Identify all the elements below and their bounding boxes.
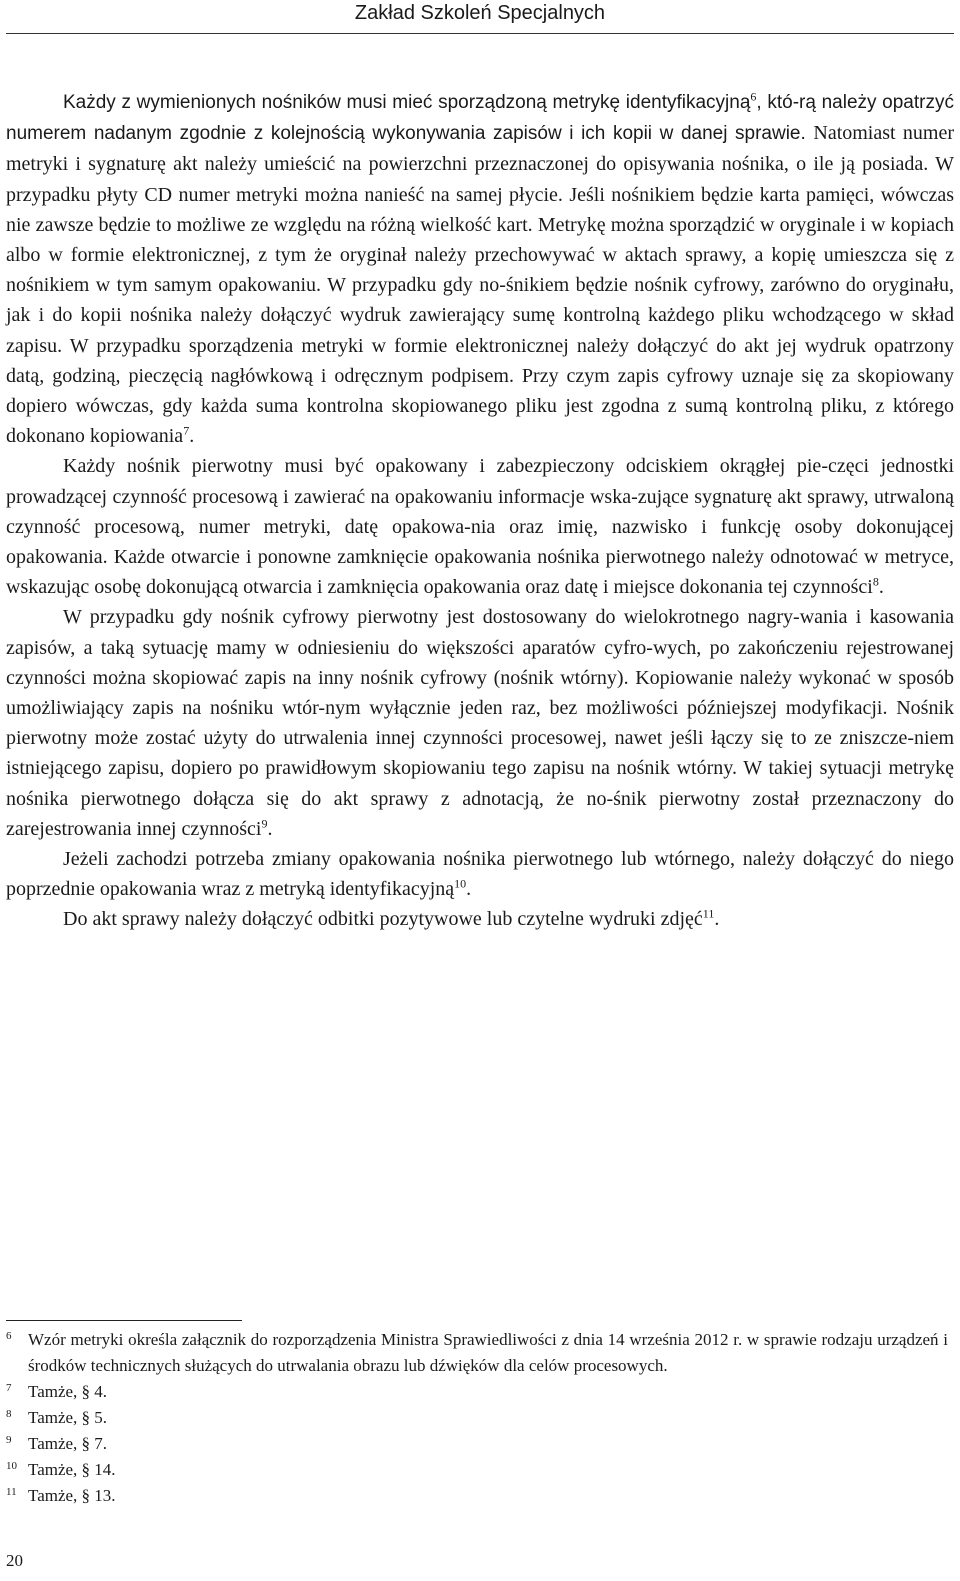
paragraph-1-text-a: , któ-rą należy opatrzyć numerem nadanym zgodnie z kolejnością wykonywania zapisów i ich kopii w danej sprawie. xyxy=(6,92,954,145)
footnote-ref-11[interactable]: 11 xyxy=(702,906,715,921)
footnote-text: Tamże, § 7. xyxy=(28,1434,108,1453)
paragraph-1 xyxy=(6,87,954,451)
footnote-text: Tamże, § 14. xyxy=(28,1460,116,1479)
paragraph-5 xyxy=(6,904,954,934)
paragraph-3-tail: . xyxy=(267,817,273,840)
footnote-ref-9[interactable]: 9 xyxy=(261,816,268,831)
footnote-ref-10[interactable]: 10 xyxy=(454,876,467,891)
footnotes xyxy=(6,1327,948,1509)
paragraph-2-text: Każdy nośnik pierwotny musi być opakowany i zabezpieczony odciskiem okrągłej pie-częci jednostki prowadzącej czynność procesową i zawierać na opakowaniu informacje wska-zujące sygnaturę akt sprawy, utrwaloną czynność procesową, numer metryki, datę opakowa-nia oraz imię, nazwisko i funkcję osoby dokonującej opakowania. Każde otwarcie i ponowne zamknięcie opakowania nośnika pierwotnego należy odnotować w metryce, wskazując osobę dokonującą otwarcia i zamknięcia opakowania oraz datę i miejsce dokonania tej czynności xyxy=(6,455,954,599)
paragraph-2 xyxy=(6,451,954,602)
footnote-number: 6 xyxy=(6,1330,12,1342)
paragraph-2-tail: . xyxy=(878,576,884,599)
footnote-text: Tamże, § 5. xyxy=(28,1408,108,1427)
paragraph-5-text: Do akt sprawy należy dołączyć odbitki pozytywowe lub czytelne wydruki zdjęć xyxy=(63,908,703,931)
footnote-separator xyxy=(6,1320,242,1321)
footnote-ref-7[interactable]: 7 xyxy=(183,423,190,438)
footnote-number: 9 xyxy=(6,1434,12,1446)
main-text xyxy=(6,87,954,935)
paragraph-1-tail: . xyxy=(189,425,195,448)
footnote-6 xyxy=(6,1327,948,1379)
page-number: 20 xyxy=(6,1551,23,1570)
paragraph-4 xyxy=(6,844,954,904)
footnote-ref-6[interactable]: 6 xyxy=(750,89,757,104)
paragraph-5-tail: . xyxy=(714,908,720,931)
footnote-number: 8 xyxy=(6,1408,12,1420)
footnote-text: Tamże, § 4. xyxy=(28,1382,108,1401)
footnote-8 xyxy=(6,1405,948,1431)
running-header: Zakład Szkoleń Specjalnych xyxy=(354,2,606,24)
footnote-ref-8[interactable]: 8 xyxy=(872,574,879,589)
header-rule xyxy=(6,33,954,34)
footnote-number: 11 xyxy=(6,1486,17,1498)
footnote-number: 10 xyxy=(6,1460,17,1472)
footnote-7 xyxy=(6,1379,948,1405)
footnote-text: Wzór metryki określa załącznik do rozporządzenia Ministra Sprawiedliwości z dnia 14 września 2012 r. w sprawie rodzaju urządzeń i środków technicznych służących do utrwalania obrazu lub dźwięków dla celów procesowych. xyxy=(28,1330,948,1375)
footnote-11 xyxy=(6,1483,948,1509)
footnote-number: 7 xyxy=(6,1382,12,1394)
footnote-text: Tamże, § 13. xyxy=(28,1486,116,1505)
footnote-9 xyxy=(6,1431,948,1457)
paragraph-4-tail: . xyxy=(466,878,472,901)
paragraph-4-text: Jeżeli zachodzi potrzeba zmiany opakowania nośnika pierwotnego lub wtórnego, należy dołączyć do niego poprzednie opakowania wraz z metryką identyfikacyjną xyxy=(6,848,954,901)
paragraph-1-intro: Każdy z wymienionych nośników musi mieć sporządzoną metrykę identyfikacyjną xyxy=(63,92,751,113)
footnote-10 xyxy=(6,1457,948,1483)
paragraph-1-text-b: Natomiast numer metryki i sygnaturę akt należy umieścić na powierzchni przeznaczonej do opisywania nośnika, o ile ją posiada. W przypadku płyty CD numer metryki można nanieść na samej płycie. Jeśli nośnikiem będzie karta pamięci, wówczas nie zawsze będzie to możliwe ze względu na różną wielkość kart. xyxy=(6,122,954,236)
paragraph-3-text: W przypadku gdy nośnik cyfrowy pierwotny jest dostosowany do wielokrotnego nagry-wania i kasowania zapisów, a taką sytuację mamy w odniesieniu do większości aparatów cyfro-wych, po zakończeniu rejestrowanej czynności można skopiować zapis na inny nośnik cyfrowy (nośnik wtórny). Kopiowanie należy wykonać w sposób umożliwiający zapis na nośniku wtór-nym wyłącznie jeden raz, bez możliwości późniejszej modyfikacji. Nośnik pierwotny może zostać użyty do utrwalenia innej czynności procesowej, nawet jeśli łączy się to ze zniszcze-niem istniejącego zapisu, dopiero po prawidłowym skopiowaniu tego zapisu na nośnik wtórny. W takiej sytuacji metrykę nośnika pierwotnego dołącza się do akt sprawy z adnotacją, że no-śnik pierwotny został przeznaczony do zarejestrowania innej czynności xyxy=(6,606,954,840)
paragraph-1-text-c: Metrykę można sporządzić w oryginale i w kopiach albo w formie elektronicznej, z tym że oryginał należy przechowywać w aktach sprawy, a kopię umieszcza się z nośnikiem w tym samym opakowaniu. W przypadku gdy no-śnikiem będzie nośnik cyfrowy, zarówno do oryginału, jak i do kopii nośnika należy dołączyć wydruk zawierający sumę kontrolną każdego pliku wchodzącego w skład zapisu. W przypadku sporządzenia metryki w formie elektronicznej należy dołączyć do akt jej wydruk opatrzony datą, godziną, pieczęcią nagłówkową i odręcznym podpisem. Przy czym zapis cyfrowy uznaje się za skopiowany dopiero wówczas, gdy każda suma kontrolna skopiowanego pliku jest zgodna z sumą kontrolną pliku, z którego dokonano kopiowania xyxy=(6,213,954,448)
paragraph-3 xyxy=(6,602,954,844)
